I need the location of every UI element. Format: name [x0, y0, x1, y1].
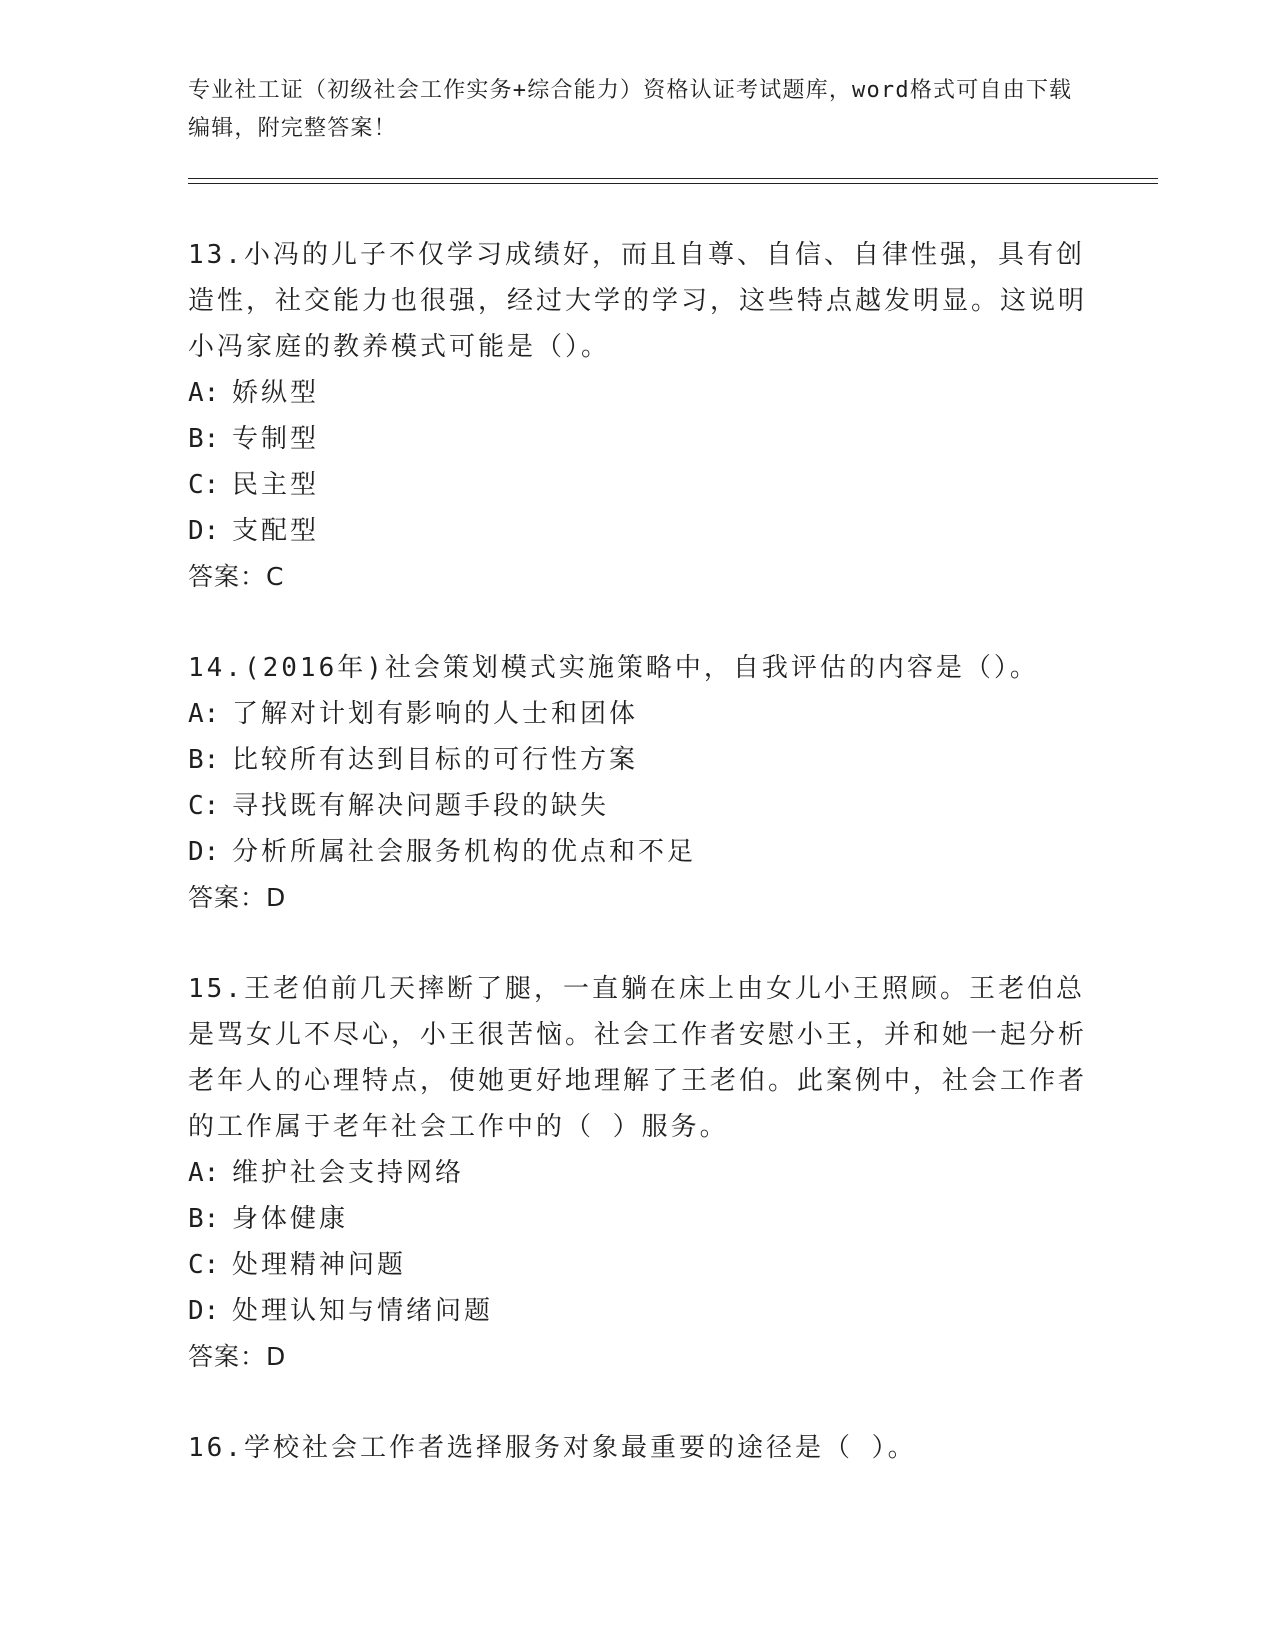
option-a — [188, 1150, 1088, 1196]
option-key: D: — [188, 1296, 220, 1326]
question-stem: 16.学校社会工作者选择服务对象最重要的途径是（ ）。 — [188, 1433, 917, 1463]
option-text: 了解对计划有影响的人士和团体 — [232, 699, 639, 729]
option-text: 处理认知与情绪问题 — [232, 1296, 494, 1326]
option-text: 娇纵型 — [232, 378, 320, 408]
option-text: 专制型 — [232, 424, 320, 454]
question-stem: 15.王老伯前几天摔断了腿，一直躺在床上由女儿小王照顾。王老伯总是骂女儿不尽心，小王很苦恼。社会工作者安慰小王，并和她一起分析老年人的心理特点，使她更好地理解了王老伯。此案例中，社会工作者的工作属于老年社会工作中的（ ）服务。 — [188, 974, 1088, 1142]
option-text: 身体健康 — [232, 1204, 349, 1234]
option-text: 处理精神问题 — [232, 1250, 407, 1280]
answer-line: 答案：C — [188, 562, 285, 591]
question-stem: 14.(2016年)社会策划模式实施策略中，自我评估的内容是（）。 — [188, 653, 1039, 683]
option-a — [188, 691, 1088, 737]
option-text: 分析所属社会服务机构的优点和不足 — [232, 837, 697, 867]
option-c — [188, 1242, 1088, 1288]
option-b — [188, 1196, 1088, 1242]
header-divider — [188, 178, 1158, 184]
option-d — [188, 508, 1088, 554]
option-key: B: — [188, 1204, 220, 1234]
option-text: 寻找既有解决问题手段的缺失 — [232, 791, 610, 821]
option-key: D: — [188, 516, 220, 546]
option-c — [188, 783, 1088, 829]
option-key: C: — [188, 470, 220, 500]
answer-line: 答案：D — [188, 883, 287, 912]
option-key: D: — [188, 837, 220, 867]
option-d — [188, 829, 1088, 875]
document-header: 专业社工证（初级社会工作实务+综合能力）资格认证考试题库，word格式可自由下载编辑，附完整答案！ — [188, 78, 1073, 141]
option-key: A: — [188, 699, 220, 729]
option-text: 支配型 — [232, 516, 320, 546]
question-15 — [188, 966, 1088, 1380]
option-key: A: — [188, 378, 220, 408]
option-c — [188, 462, 1088, 508]
option-text: 维护社会支持网络 — [232, 1158, 465, 1188]
option-key: C: — [188, 1250, 220, 1280]
option-b — [188, 737, 1088, 783]
option-d — [188, 1288, 1088, 1334]
option-a — [188, 370, 1088, 416]
question-13 — [188, 232, 1088, 600]
option-key: B: — [188, 745, 220, 775]
option-key: B: — [188, 424, 220, 454]
option-b — [188, 416, 1088, 462]
question-stem: 13.小冯的儿子不仅学习成绩好，而且自尊、自信、自律性强，具有创造性，社交能力也很强，经过大学的学习，这些特点越发明显。这说明小冯家庭的教养模式可能是（）。 — [188, 240, 1088, 362]
option-text: 民主型 — [232, 470, 320, 500]
question-16 — [188, 1425, 1088, 1471]
option-key: A: — [188, 1158, 220, 1188]
question-14 — [188, 645, 1088, 921]
option-text: 比较所有达到目标的可行性方案 — [232, 745, 639, 775]
option-key: C: — [188, 791, 220, 821]
answer-line: 答案：D — [188, 1342, 287, 1371]
